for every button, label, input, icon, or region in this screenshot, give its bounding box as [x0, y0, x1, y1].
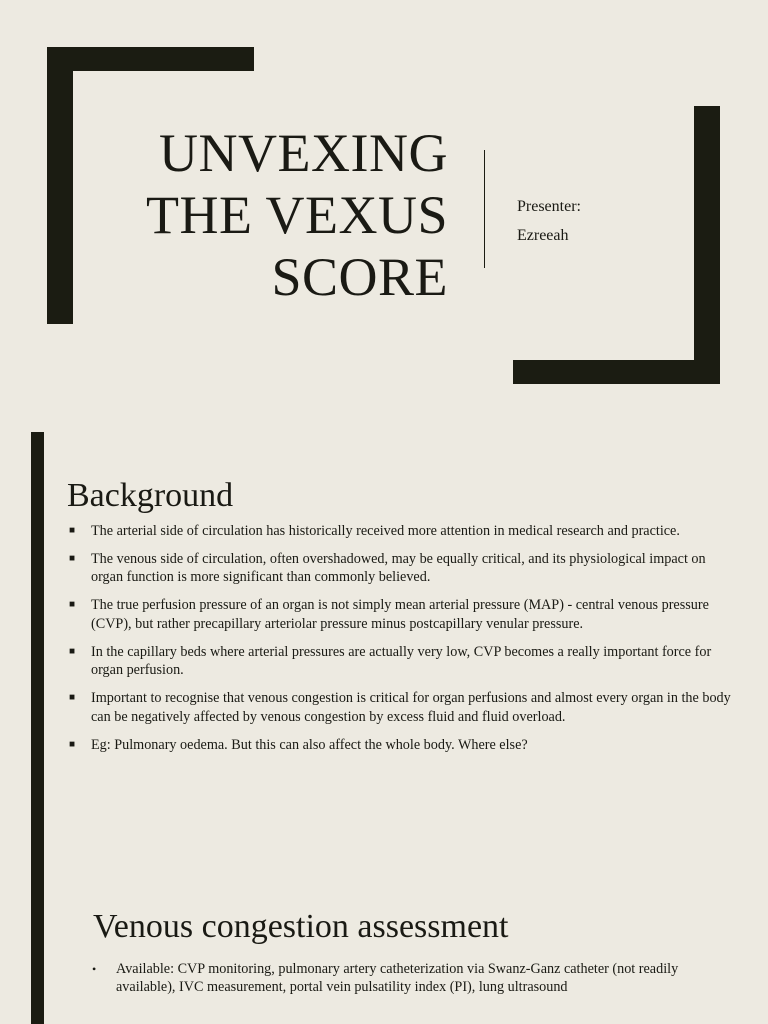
list-item [68, 596, 740, 633]
bottom-right-frame-vertical [694, 106, 720, 384]
bullet-text: The arterial side of circulation has historically received more attention in medical research and practice. [91, 523, 680, 539]
bullet-text: Available: CVP monitoring, pulmonary artery catheterization via Swanz-Ganz catheter (not readily available), IVC measurement, portal vein pulsatility index (PI), lung ultrasound [116, 961, 679, 995]
square-bullet-icon: ■ [69, 645, 76, 657]
background-bullet-list [68, 522, 740, 764]
square-bullet-icon: ■ [69, 692, 76, 704]
round-bullet-icon: • [92, 962, 97, 976]
presenter-name: Ezreeah [517, 227, 569, 244]
left-accent-bar [31, 866, 44, 1024]
venous-congestion-slide [0, 866, 768, 1024]
bullet-text: Important to recognise that venous congestion is critical for organ perfusions and almost every organ in the body can be negatively affected by venous congestion by excess fluid and fluid overload. [91, 690, 731, 725]
title-line-1: UNVEXING [159, 123, 448, 183]
bullet-text: The true perfusion pressure of an organ is not simply mean arterial pressure (MAP) - central venous pressure (CVP), but rather precapillary arteriolar pressure minus postcapillary venular pressure. [91, 597, 709, 632]
square-bullet-icon: ■ [69, 525, 76, 536]
bottom-right-frame-horizontal [513, 360, 720, 384]
bullet-text: In the capillary beds where arterial pressures are actually very low, CVP becomes a really important force for organ perfusion. [91, 643, 712, 679]
presenter-block [517, 192, 581, 250]
list-item [92, 960, 692, 996]
list-item [68, 736, 740, 754]
list-item [68, 522, 740, 540]
list-item [68, 550, 740, 587]
square-bullet-icon: ■ [69, 599, 76, 611]
background-slide [0, 432, 768, 866]
title-slide [0, 0, 768, 415]
bullet-text: The venous side of circulation, often overshadowed, may be equally critical, and its physiological impact on organ function is more significant than commonly believed. [91, 551, 706, 586]
venous-congestion-bullet-list [92, 960, 692, 996]
left-accent-bar [31, 432, 44, 866]
top-left-frame-vertical [47, 47, 73, 324]
title-line-3: SCORE [271, 247, 448, 307]
background-heading: Background [67, 477, 234, 514]
bullet-text: Eg: Pulmonary oedema. But this can also affect the whole body. Where else? [91, 736, 528, 753]
square-bullet-icon: ■ [69, 738, 76, 750]
presenter-label: Presenter: [517, 198, 581, 215]
list-item [68, 643, 740, 680]
list-item [68, 689, 740, 726]
top-left-frame-horizontal [47, 47, 254, 71]
venous-congestion-heading: Venous congestion assessment [93, 908, 509, 945]
square-bullet-icon: ■ [69, 553, 76, 564]
title-line-2: THE VEXUS [145, 185, 448, 245]
title-divider [484, 150, 485, 268]
slide-title [88, 122, 448, 308]
